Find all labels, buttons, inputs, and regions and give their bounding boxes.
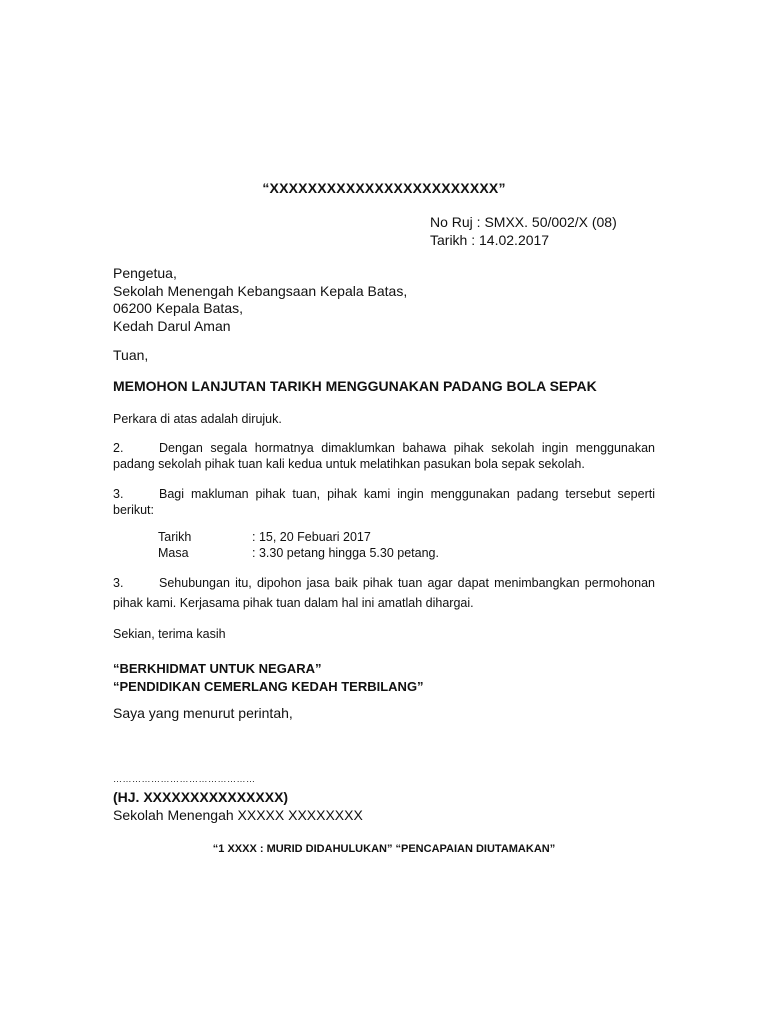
- detail-value: : 3.30 petang hingga 5.30 petang.: [252, 546, 439, 560]
- address-line: Kedah Darul Aman: [113, 317, 231, 334]
- sign-off: Saya yang menurut perintah,: [113, 705, 293, 721]
- letter-date: Tarikh : 14.02.2017: [430, 232, 550, 248]
- paragraph-text: Dengan segala hormatnya dimaklumkan bahawa pihak sekolah ingin menggunakan padang sekolah pihak tuan kali kedua untuk melatihkan pasukan bola sepak sekolah.: [113, 441, 655, 471]
- paragraph-intro: Perkara di atas adalah dirujuk.: [113, 412, 282, 426]
- reference-block: [430, 213, 617, 249]
- paragraph-text: Sehubungan itu, dipohon jasa baik pihak tuan agar dapat menimbangkan permohonan pihak kami. Kerjasama pihak tuan dalam hal ini amatlah dihargai.: [113, 576, 655, 610]
- letterhead: “XXXXXXXXXXXXXXXXXXXXXXXX”: [262, 180, 506, 196]
- booking-details: [158, 529, 439, 561]
- detail-value: : 15, 20 Febuari 2017: [252, 530, 371, 544]
- reference-number: No Ruj : SMXX. 50/002/X (08): [430, 214, 617, 230]
- detail-row-date: [158, 529, 439, 545]
- closing-line: Sekian, terima kasih: [113, 627, 226, 641]
- recipient-address: [113, 265, 407, 335]
- salutation: Tuan,: [113, 347, 149, 363]
- paragraph-number: 3.: [113, 487, 124, 501]
- paragraph-4: [113, 573, 655, 613]
- paragraph-text: Bagi makluman pihak tuan, pihak kami ingin menggunakan padang tersebut seperti berikut:: [113, 487, 655, 517]
- address-line: 06200 Kepala Batas,: [113, 300, 243, 316]
- detail-row-time: [158, 545, 439, 561]
- paragraph-3: [113, 486, 655, 518]
- signer-school: Sekolah Menengah XXXXX XXXXXXXX: [113, 807, 363, 823]
- footer-slogan: “1 XXXX : MURID DIDAHULUKAN” “PENCAPAIAN DIUTAMAKAN”: [212, 843, 556, 855]
- motto-line: “PENDIDIKAN CEMERLANG KEDAH TERBILANG”: [113, 679, 424, 694]
- signer-name: (HJ. XXXXXXXXXXXXXXX): [113, 789, 289, 805]
- address-line: Pengetua,: [113, 265, 177, 281]
- signature-line: ………………………………………: [113, 774, 256, 784]
- detail-key: Masa: [158, 546, 189, 560]
- subject-heading: MEMOHON LANJUTAN TARIKH MENGGUNAKAN PADANG BOLA SEPAK: [113, 378, 597, 394]
- paragraph-number: 2.: [113, 441, 124, 455]
- paragraph-number: 3.: [113, 576, 124, 590]
- motto-block: [113, 660, 424, 696]
- address-line: Sekolah Menengah Kebangsaan Kepala Batas,: [113, 282, 408, 299]
- paragraph-2: [113, 440, 655, 472]
- detail-key: Tarikh: [158, 530, 192, 544]
- motto-line: “BERKHIDMAT UNTUK NEGARA”: [113, 661, 322, 676]
